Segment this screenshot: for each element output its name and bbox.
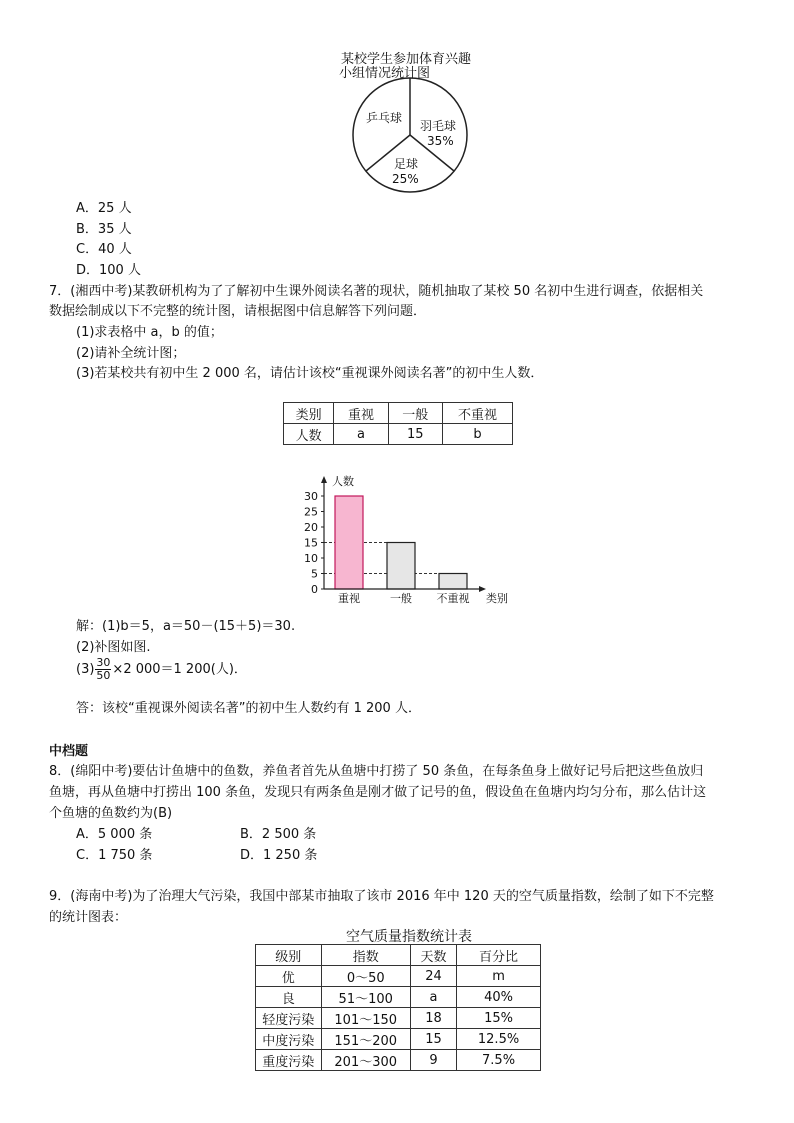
table-row	[284, 403, 513, 424]
y-tick-label: 0	[311, 583, 318, 596]
table-cell: 12.5%	[457, 1029, 541, 1050]
bar-2	[439, 574, 467, 590]
table-cell: 中度污染	[256, 1029, 322, 1050]
table-cell: 天数	[410, 945, 456, 966]
y-tick-label: 15	[304, 536, 318, 550]
table-cell: 15	[410, 1029, 456, 1050]
table-cell: 重视	[334, 403, 388, 424]
q7-sub-2: (2)请补全统计图；	[76, 346, 186, 361]
table-cell: 轻度污染	[256, 1008, 322, 1029]
table-row	[284, 424, 513, 445]
sol3-prefix: (3)	[76, 662, 95, 677]
table-row	[256, 945, 541, 966]
table-cell: 优	[256, 966, 322, 987]
table-cell: 101～150	[321, 1008, 410, 1029]
y-tick-label: 5	[311, 567, 318, 581]
table-cell: 人数	[284, 424, 334, 445]
q8-option-a: A．5 000 条	[76, 827, 153, 842]
table-cell: 类别	[284, 403, 334, 424]
table-cell: 良	[256, 987, 322, 1008]
q8-option-b: B．2 500 条	[240, 827, 317, 842]
x-axis-arrow	[479, 586, 486, 592]
pie-chart	[346, 74, 474, 198]
x-category-label: 重视	[338, 592, 360, 605]
table-cell: 一般	[388, 403, 442, 424]
table-cell: 51～100	[321, 987, 410, 1008]
table-cell: 18	[410, 1008, 456, 1029]
q7-table	[283, 402, 513, 445]
q7-solution-2: (2)补图如图.	[76, 640, 151, 655]
pie-label-badminton: 羽毛球	[420, 119, 457, 133]
q9-table	[255, 944, 541, 1071]
table-cell: 7.5%	[457, 1050, 541, 1071]
q9-line-1: 9．(海南中考)为了治理大气污染，我国中部某市抽取了该市 2016 年中 120 天的空气质量指数，绘制了如下不完整	[49, 889, 714, 904]
table-cell: a	[410, 987, 456, 1008]
pie-label-badminton-pct: 35%	[427, 134, 454, 148]
table-cell: a	[334, 424, 388, 445]
q7-answer: 答：该校“重视课外阅读名著”的初中生人数约有 1 200 人．	[76, 701, 421, 716]
table-cell: m	[457, 966, 541, 987]
q7-line-1: 7．(湘西中考)某教研机构为了了解初中生课外阅读名著的现状，随机抽取了某校 50 名初中生进行调查，依据相关	[49, 284, 704, 299]
table-cell: b	[442, 424, 512, 445]
table-cell: 24	[410, 966, 456, 987]
y-axis-arrow	[321, 476, 327, 483]
table-cell: 百分比	[457, 945, 541, 966]
pie-label-football-pct: 25%	[392, 172, 419, 186]
q6-option-c: C．40 人	[76, 242, 132, 257]
table-cell: 40%	[457, 987, 541, 1008]
bar-0	[335, 496, 363, 589]
q9-line-2: 的统计图表：	[49, 910, 128, 925]
table-cell: 15%	[457, 1008, 541, 1029]
bar-1	[387, 543, 415, 590]
x-category-label: 一般	[390, 592, 412, 605]
pie-label-football: 足球	[394, 157, 419, 171]
q9-table-title: 空气质量指数统计表	[346, 929, 472, 945]
q8-line-3: 个鱼塘的鱼数约为(B)	[49, 806, 173, 821]
table-cell: 重度污染	[256, 1050, 322, 1071]
q7-sub-3: (3)若某校共有初中生 2 000 名，请估计该校“重视课外阅读名著”的初中生人数．	[76, 366, 544, 381]
y-tick-label: 30	[304, 490, 318, 503]
table-row	[256, 1029, 541, 1050]
q6-option-b: B．35 人	[76, 222, 132, 237]
q6-option-d: D．100 人	[76, 263, 141, 278]
y-tick-label: 20	[304, 521, 318, 534]
fraction	[95, 657, 111, 682]
section-title: 中档题	[49, 744, 89, 759]
y-tick-label: 25	[304, 505, 318, 519]
table-cell: 不重视	[442, 403, 512, 424]
table-cell: 级别	[256, 945, 322, 966]
table-cell: 指数	[321, 945, 410, 966]
sol3-rest: ×2 000＝1 200(人)．	[112, 662, 247, 677]
y-tick-label: 10	[304, 552, 318, 565]
q6-option-a: A．25 人	[76, 201, 132, 216]
q7-solution-1: 解：(1)b＝5，a＝50－(15＋5)＝30.	[76, 619, 296, 634]
q8-option-d: D．1 250 条	[240, 848, 318, 863]
table-cell: 9	[410, 1050, 456, 1071]
table-cell: 151～200	[321, 1029, 410, 1050]
table-cell: 15	[388, 424, 442, 445]
y-axis-label: 人数	[332, 475, 354, 488]
pie-chart-title-2: 小组情况统计图	[339, 66, 431, 81]
fraction-numerator: 30	[96, 656, 111, 669]
q8-line-2: 鱼塘，再从鱼塘中打捞出 100 条鱼，发现只有两条鱼是刚才做了记号的鱼，假设鱼在鱼塘内均匀分布，那么估计这	[49, 785, 707, 800]
fraction-denominator: 50	[96, 669, 111, 682]
q8-line-1: 8．(绵阳中考)要估计鱼塘中的鱼数，养鱼者首先从鱼塘中打捞了 50 条鱼，在每条鱼身上做好记号后把这些鱼放归	[49, 764, 704, 779]
table-cell: 0～50	[321, 966, 410, 987]
table-row	[256, 987, 541, 1008]
q7-line-2: 数据绘制成以下不完整的统计图，请根据图中信息解答下列问题．	[49, 304, 427, 319]
table-cell: 201～300	[321, 1050, 410, 1071]
table-row	[256, 1008, 541, 1029]
table-row	[256, 966, 541, 987]
pie-label-pingpong: 乒乓球	[366, 111, 403, 125]
pie-chart-title-1: 某校学生参加体育兴趣	[341, 52, 472, 67]
x-category-label: 不重视	[436, 592, 470, 605]
table-row	[256, 1050, 541, 1071]
bar-chart	[300, 470, 530, 608]
x-axis-label: 类别	[486, 592, 508, 605]
q7-solution-3	[76, 657, 247, 682]
q8-option-c: C．1 750 条	[76, 848, 153, 863]
q7-sub-1: (1)求表格中 a，b 的值；	[76, 325, 223, 340]
